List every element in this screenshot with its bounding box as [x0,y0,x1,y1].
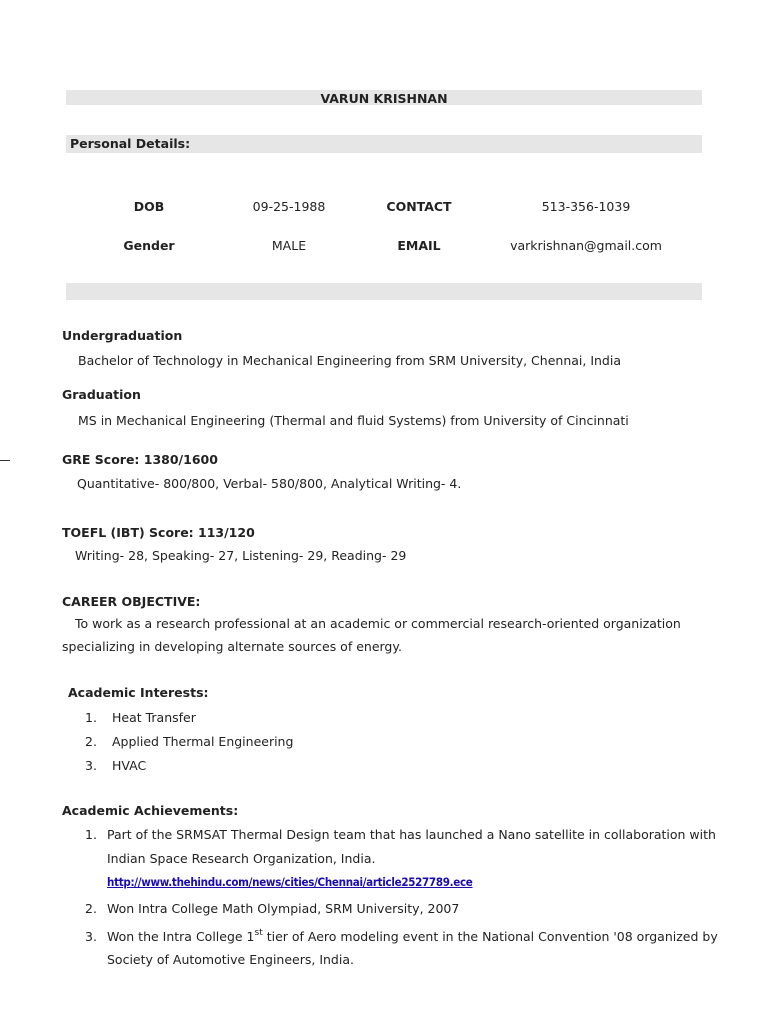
achievement-num-1: 1. [85,827,97,842]
candidate-name: VARUN KRISHNAN [320,91,448,106]
interest-num-3: 3. [85,758,97,773]
achievement-1-line1: Part of the SRMSAT Thermal Design team that has launched a Nano satellite in collaboration with [107,827,716,842]
grad-heading: Graduation [62,387,141,402]
gender-label: Gender [123,238,175,253]
interest-num-2: 2. [85,734,97,749]
contact-value: 513-356-1039 [541,199,631,214]
toefl-text: Writing- 28, Speaking- 27, Listening- 29, Reading- 29 [75,548,407,563]
grad-text: MS in Mechanical Engineering (Thermal and fluid Systems) from University of Cincinnati [78,413,629,428]
divider-band [66,283,702,300]
dob-label: DOB [133,199,165,214]
achievement-3-line1 [107,929,718,944]
personal-details-title: Personal Details: [70,136,191,151]
undergrad-text: Bachelor of Technology in Mechanical Engineering from SRM University, Chennai, India [78,353,621,368]
email-label: EMAIL [397,238,441,253]
interest-num-1: 1. [85,710,97,725]
gender-value: MALE [271,238,307,253]
email-value: varkrishnan@gmail.com [510,238,662,253]
achievement-3-line2: Society of Automotive Engineers, India. [107,952,354,967]
achievement-num-2: 2. [85,901,97,916]
objective-line2: specializing in developing alternate sources of energy. [62,639,402,654]
interest-item-1: Heat Transfer [112,710,196,725]
achievement-1-line2: Indian Space Research Organization, India. [107,851,376,866]
contact-label: CONTACT [386,199,452,214]
gre-heading: GRE Score: 1380/1600 [62,452,218,467]
achievement-3-pre: Won the Intra College 1 [107,929,255,944]
article-link[interactable]: http://www.thehindu.com/news/cities/Chennai/article2527789.ece [107,875,473,889]
objective-heading: CAREER OBJECTIVE: [62,594,201,609]
interests-heading: Academic Interests: [68,685,209,700]
dob-value: 09-25-1988 [252,199,326,214]
achievement-2-text: Won Intra College Math Olympiad, SRM University, 2007 [107,901,460,916]
margin-dash [0,460,10,461]
toefl-heading: TOEFL (IBT) Score: 113/120 [62,525,255,540]
achievements-heading: Academic Achievements: [62,803,239,818]
achievement-3-post: tier of Aero modeling event in the National Convention '08 organized by [262,929,718,944]
undergrad-heading: Undergraduation [62,328,183,343]
objective-line1: To work as a research professional at an academic or commercial research-oriented organization [75,616,681,631]
interest-item-3: HVAC [112,758,147,773]
ordinal-suffix: st [254,928,263,938]
achievement-num-3: 3. [85,929,97,944]
gre-text: Quantitative- 800/800, Verbal- 580/800, Analytical Writing- 4. [77,476,462,491]
interest-item-2: Applied Thermal Engineering [112,734,294,749]
